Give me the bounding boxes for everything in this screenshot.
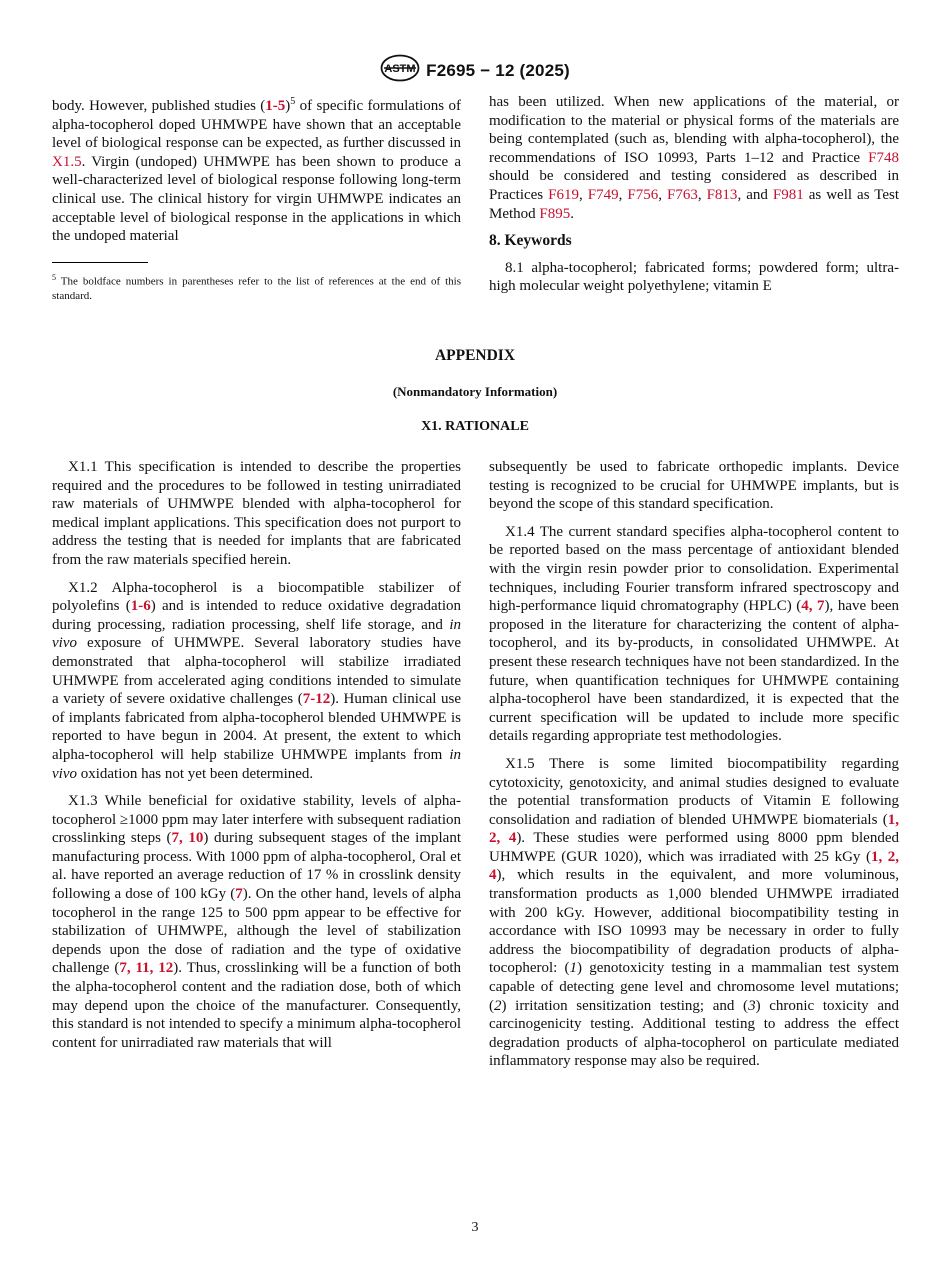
footnote: $^5$ The boldface numbers in parentheses refer to the list of references at the end of this standard. [52,273,461,302]
reference-link[interactable]: 7 [235,886,243,903]
reference-link[interactable]: 7-12 [302,691,331,708]
reference-link[interactable]: 7 [119,960,127,977]
reference-link[interactable]: 4 [508,830,517,847]
standard-link-f895[interactable]: F895 [539,205,571,222]
reference-link[interactable]: 11 [135,960,150,977]
reference-link[interactable]: 12 [158,960,174,977]
reference-link[interactable]: 7 [817,598,825,615]
keywords-heading: 8. Keywords [489,232,572,250]
paragraph-continued: has been utilized. When new applications of the material, or modification to the material or physical forms of the materials are being contemplated (such as, blending with alpha-tocopherol), the recommendations of ISO 10993, Parts 1–12 and Practice F748 should be considered and testing considered as described in Practices F619, F749, F756, F763, F813, and F981 as well as Test Method F895. [489,94,900,222]
standard-link-f756[interactable]: F756 [627,186,659,203]
svg-text:ASTM: ASTM [384,63,416,75]
standard-link-f749[interactable]: F749 [587,186,619,203]
reference-link[interactable]: 2 [887,848,896,865]
paragraph-x1-3: X1.3 While beneficial for oxidative stability, levels of alpha-tocopherol ≥1000 ppm may later interfere with subsequent radiation crosslinking steps (7, 10) during subsequent stages of the implant manufacturing process. With 1000 ppm of alpha-tocopherol, Oral et al. have reported an average reduction of 17 % in crosslink density following a dose of 100 kGy (7). On the other hand, levels of alpha tocopherol in the range 125 to 500 ppm appear to be effective for stabilization of UHMWPE, although the level of stabilization depends upon the dose of radiation and the type of oxidative challenge (7, 11, 12). Thus, crosslinking will be a function of both the alpha-tocopherol content and the radiation dose, both of which may depend upon the choice of the manufacturer. Consequently, this standard is not intended to specify a minimum alpha-tocopherol content for unirradiated raw materials that will [52,793,462,1051]
top-left-column [52,93,461,255]
astm-logo-icon [380,54,420,87]
page-header [0,54,950,87]
lower-right-column [489,458,899,1080]
standard-link-f748[interactable]: F748 [868,149,899,166]
paragraph-x1-4: X1.4 The current standard specifies alpha-tocopherol content to be reported based on the mass percentage of antioxidant blended with the virgin resin powder prior to consolidation. Experimental techniques, including Fourier transform infrared spectroscopy and high-performance liquid chromatography (HPLC) (4, 7), have been proposed in the literature for characterizing the content of alpha-tocopherol, and its by-products, in consolidated UHMWPE. At present these research techniques have not been standardized. In the future, when quantification techniques for UHMWPE containing alpha-tocopherol have been standardized, it is expected that the current specification will be updated to include more specific details regarding appropriate test methodologies. [489,523,900,745]
section-link-x1-5[interactable]: X1.5 [52,153,82,170]
reference-link[interactable]: 10 [188,830,204,847]
standard-link-f981[interactable]: F981 [772,186,804,203]
reference-link[interactable]: 4 [489,867,497,884]
standard-link-f619[interactable]: F619 [548,186,579,203]
reference-link[interactable]: 1-5 [265,98,286,114]
lower-left-column [52,458,461,1061]
paragraph-x1-5: X1.5 There is some limited biocompatibility regarding cytotoxicity, genotoxicity, and animal studies designed to evaluate the potential transformation products of Vitamin E following consolidation and radiation of blended UHMWPE biomaterials (1, 2, 4). These studies were performed using 8000 ppm blended UHMWPE (GUR 1020), which was irradiated with 25 kGy (1, 2, 4), which results in the equivalent, and more voluminous, transformation products as 1,000 blended UHMWPE irradiated with 200 kGy. However, additional biocompatibility testing in accordance with ISO 10993 may be necessary in order to fully address the biocompatibility of degradation products of alpha-tocopherol: (1) genotoxicity testing in a mammalian test system capable of detecting gene level and chromosome level mutations; (2) irritation sensitization testing; and (3) chronic toxicity and carcinogenicity testing. Additional testing to address the effect degradation products of alpha-tocopherol on particulate mediated inflammatory response may also be required. [489,755,899,1070]
paragraph-continued: subsequently be used to fabricate orthopedic implants. Device testing is recognized to be crucial for UHMWPE implants, but is beyond the scope of this standard specification. [489,459,899,513]
section-heading-x1: X1. RATIONALE [421,419,529,434]
top-right-column [489,93,899,305]
standard-link-f813[interactable]: F813 [706,186,738,203]
paragraph-x1-2: X1.2 Alpha-tocopherol is a biocompatible stabilizer of polyolefins (1-6) and is intended to reduce oxidative degradation during processing, radiation processing, shelf life storage, and in vivo exposure of UHMWPE. Several laboratory studies have demonstrated that alpha-tocopherol will stabilize irradiated UHMWPE from accelerated aging conditions intended to simulate a variety of severe oxidative challenges (7-12). Human clinical use of implants fabricated from alpha-tocopherol blended UHMWPE is reported to have begun in 2004. At present, the extent to which alpha-tocopherol will help stabilize UHMWPE implants from in vivo oxidation has not yet been determined. [52,579,461,782]
footnote-divider [52,262,148,263]
reference-link[interactable]: 4 [801,598,809,615]
paragraph-continued: body. However, published studies $(1-5)^5$ of specific formulations of alpha-tocopherol doped UHMWPE have shown that an acceptable level of biological response can be expected, as further discussed in X1.5. Virgin (undoped) UHMWPE has been shown to produce a well-characterized level of biological response following long-term clinical use. The clinical history for virgin UHMWPE indicates an acceptable level of biological response in the applications in which the undoped material [52,96,461,245]
reference-link[interactable]: 1 [870,848,879,865]
standard-link-f763[interactable]: F763 [666,186,698,203]
footnote-mark: 5 [290,96,296,107]
appendix-subtitle: (Nonmandatory Information) [392,384,558,399]
paragraph-x1-1: X1.1 This specification is intended to describe the properties required and the procedures to be followed in testing unirradiated raw materials of UHMWPE blended with alpha-tocopherol for medical implant applications. This specification does not purport to address the testing that is needed for implants that are fabricated from the raw materials specified herein. [52,459,461,568]
reference-link[interactable]: 7 [171,830,180,847]
keywords-paragraph: 8.1 alpha-tocopherol; fabricated forms; powdered form; ultra-high molecular weight polyethylene; vitamin E [489,259,899,295]
reference-link[interactable]: 1 [887,811,896,828]
page-number: 3 [471,1220,479,1235]
reference-link[interactable]: 2 [489,830,497,847]
appendix-title: APPENDIX [434,347,516,364]
reference-link[interactable]: 1-6 [130,598,151,615]
standard-designation: F2695 − 12 (2025) [426,60,570,80]
